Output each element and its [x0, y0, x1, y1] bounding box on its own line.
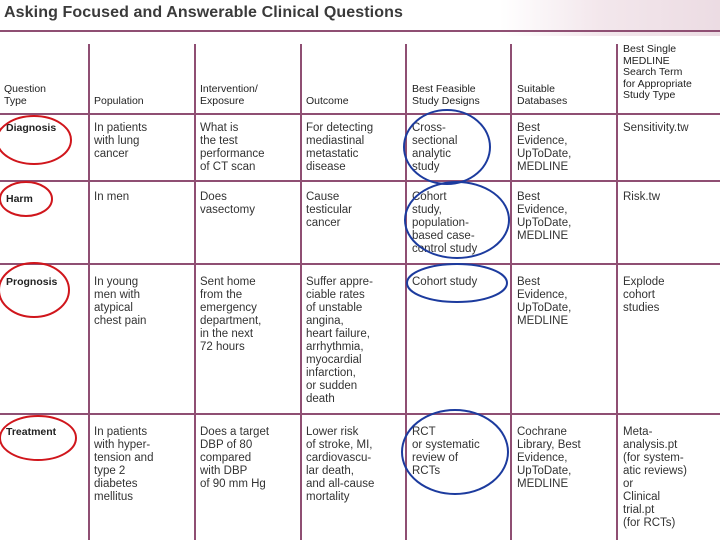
cell-population: In men: [94, 191, 130, 203]
cell-intervention: What is the test performance of CT scan: [200, 122, 265, 173]
header-population: Population: [94, 95, 144, 107]
cell-search-term: Meta- analysis.pt (for system- atic reviews) or Clinical trial.pt (for RCTs): [623, 426, 687, 529]
header-search-term: Best Single MEDLINE Search Term for Appropriate Study Type: [623, 43, 692, 101]
cell-population: In patients with lung cancer: [94, 122, 148, 160]
rule-row-1: [0, 180, 720, 182]
cell-outcome: Cause testicular cancer: [306, 191, 353, 229]
cell-population: In young men with atypical chest pain: [94, 276, 147, 327]
col-divider-2: [194, 44, 196, 540]
cell-outcome: For detecting mediastinal metastatic disease: [306, 122, 374, 173]
header-intervention: Intervention/ Exposure: [200, 83, 258, 107]
cell-intervention: Does vasectomy: [200, 191, 255, 216]
page-title: Asking Focused and Answerable Clinical Questions: [4, 4, 403, 21]
row-type-diagnosis: Diagnosis: [6, 122, 57, 134]
cell-search-term: Explode cohort studies: [623, 276, 665, 314]
cell-study-designs: Cross- sectional analytic study: [412, 122, 458, 173]
cell-search-term: Risk.tw: [623, 191, 661, 203]
row-type-harm: Harm: [6, 193, 33, 205]
cell-outcome: Lower risk of stroke, MI, cardiovascu- lar death, and all-cause mortality: [306, 426, 375, 503]
col-divider-1: [88, 44, 90, 540]
cell-intervention: Sent home from the emergency department, in the next 72 hours: [200, 276, 262, 353]
red-circle-prognosis: [0, 263, 69, 317]
header-databases: Suitable Databases: [517, 83, 568, 107]
cell-study-designs: Cohort study: [412, 276, 478, 288]
cell-outcome: Suffer appre- ciable rates of unstable angina, heart failure, arrhythmia, myocardial infarction, or sudden death: [306, 276, 373, 405]
header-study-designs: Best Feasible Study Designs: [412, 83, 480, 107]
row-type-prognosis: Prognosis: [6, 276, 58, 288]
col-divider-3: [300, 44, 302, 540]
cell-intervention: Does a target DBP of 80 compared with DBP of 90 mm Hg: [200, 426, 270, 490]
cell-search-term: Sensitivity.tw: [623, 122, 689, 134]
cell-databases: Best Evidence, UpToDate, MEDLINE: [517, 191, 572, 242]
header-outcome: Outcome: [306, 95, 349, 107]
cell-databases: Best Evidence, UpToDate, MEDLINE: [517, 276, 572, 327]
red-circle-treatment: [0, 416, 76, 460]
col-divider-6: [616, 44, 618, 540]
col-divider-5: [510, 44, 512, 540]
cell-databases: Best Evidence, UpToDate, MEDLINE: [517, 122, 572, 173]
rule-row-3: [0, 413, 720, 415]
cell-study-designs: RCT or systematic review of RCTs: [412, 426, 480, 477]
rule-under-header: [0, 113, 720, 115]
row-type-treatment: Treatment: [6, 426, 57, 438]
col-divider-4: [405, 44, 407, 540]
cell-study-designs: Cohort study, population- based case- control study: [412, 191, 478, 255]
header-question-type: Question Type: [4, 83, 47, 107]
cell-population: In patients with hyper- tension and type 2 diabetes mellitus: [94, 426, 154, 503]
rule-row-2: [0, 263, 720, 265]
cell-databases: Cochrane Library, Best Evidence, UpToDate, MEDLINE: [517, 426, 581, 490]
rule-under-title: [0, 30, 720, 32]
